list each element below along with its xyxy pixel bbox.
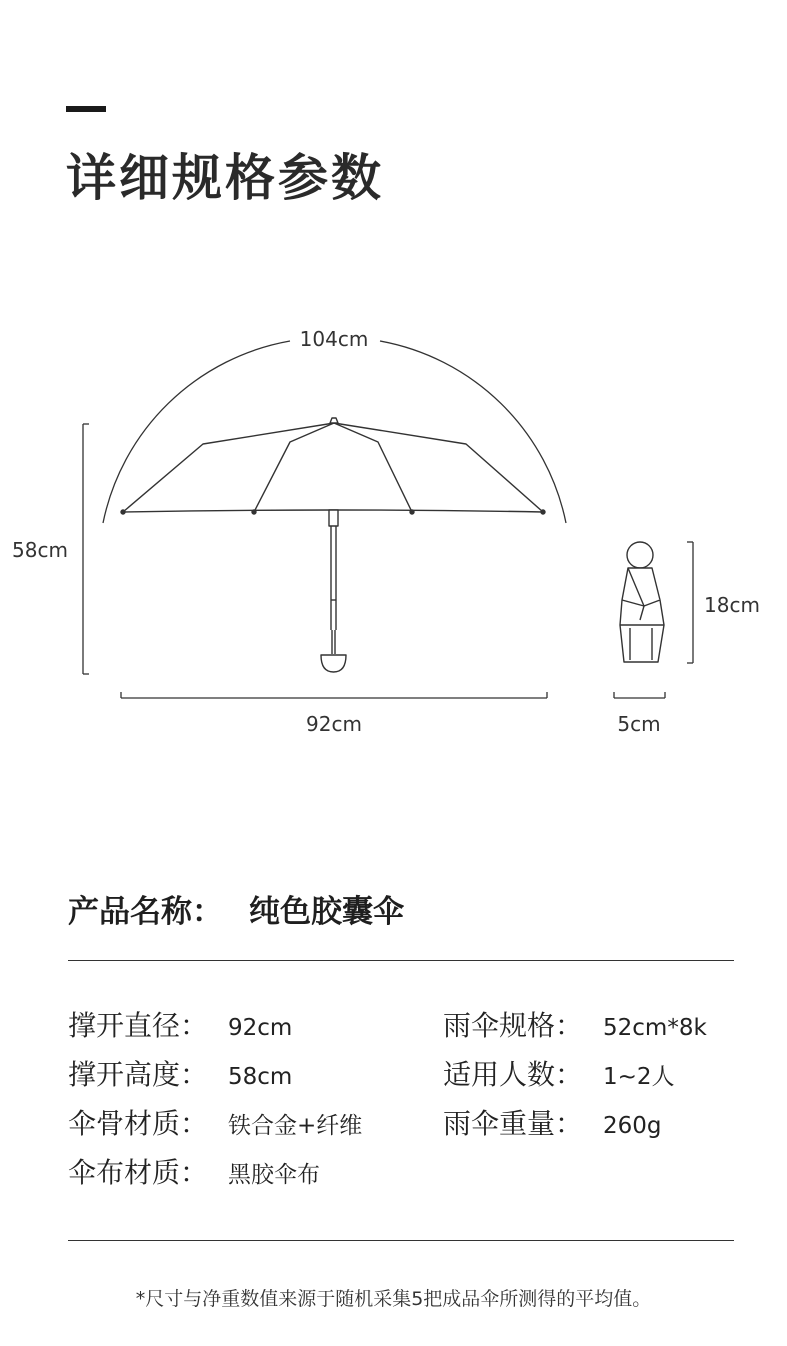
divider-bottom [68,1240,734,1241]
folded-height-dimension [687,542,693,663]
spec-value: 52cm*8k [603,1015,707,1041]
spec-value: 92cm [228,1015,293,1041]
spec-value: 铁合金+纤维 [228,1113,363,1139]
height-label: 58cm [12,538,68,562]
spec-value: 1~2人 [603,1064,675,1090]
product-name-row [68,886,404,931]
open-umbrella [121,418,545,672]
spec-label: 撑开直径： [68,1009,209,1042]
width-dimension [121,692,547,698]
spec-label: 撑开高度： [68,1058,209,1091]
spec-value: 58cm [228,1064,293,1090]
spec-fabric-material [68,1151,320,1191]
spec-open-diameter [68,1004,292,1044]
footnote: *尺寸与净重数值来源于随机采集5把成品伞所测得的平均值。 [135,1288,652,1310]
spec-label: 雨伞重量： [443,1107,584,1140]
folded-umbrella [620,542,664,662]
product-name-value: 纯色胶囊伞 [249,894,404,930]
umbrella-diagram [0,300,787,760]
spec-label: 伞骨材质： [68,1107,209,1140]
spec-label: 雨伞规格： [443,1009,584,1042]
folded-width-dimension [614,692,665,698]
spec-open-height [68,1053,292,1093]
width-label: 92cm [306,712,362,736]
page-title: 详细规格参数 [66,149,384,207]
spec-label: 伞布材质： [68,1156,209,1189]
height-dimension [83,424,89,674]
product-name-label: 产品名称： [68,894,223,930]
spec-users [443,1053,675,1093]
arc-dimension-line-right [380,341,566,523]
arc-label: 104cm [299,327,369,351]
spec-value: 260g [603,1113,662,1139]
folded-height-label: 18cm [704,593,760,617]
spec-weight [443,1102,662,1142]
accent-bar [66,106,106,112]
folded-width-label: 5cm [617,712,661,736]
spec-value: 黑胶伞布 [228,1162,320,1188]
spec-label: 适用人数： [443,1058,584,1091]
spec-rib-material [68,1102,362,1142]
spec-umbrella-spec [443,1004,707,1044]
divider-top [68,960,734,961]
